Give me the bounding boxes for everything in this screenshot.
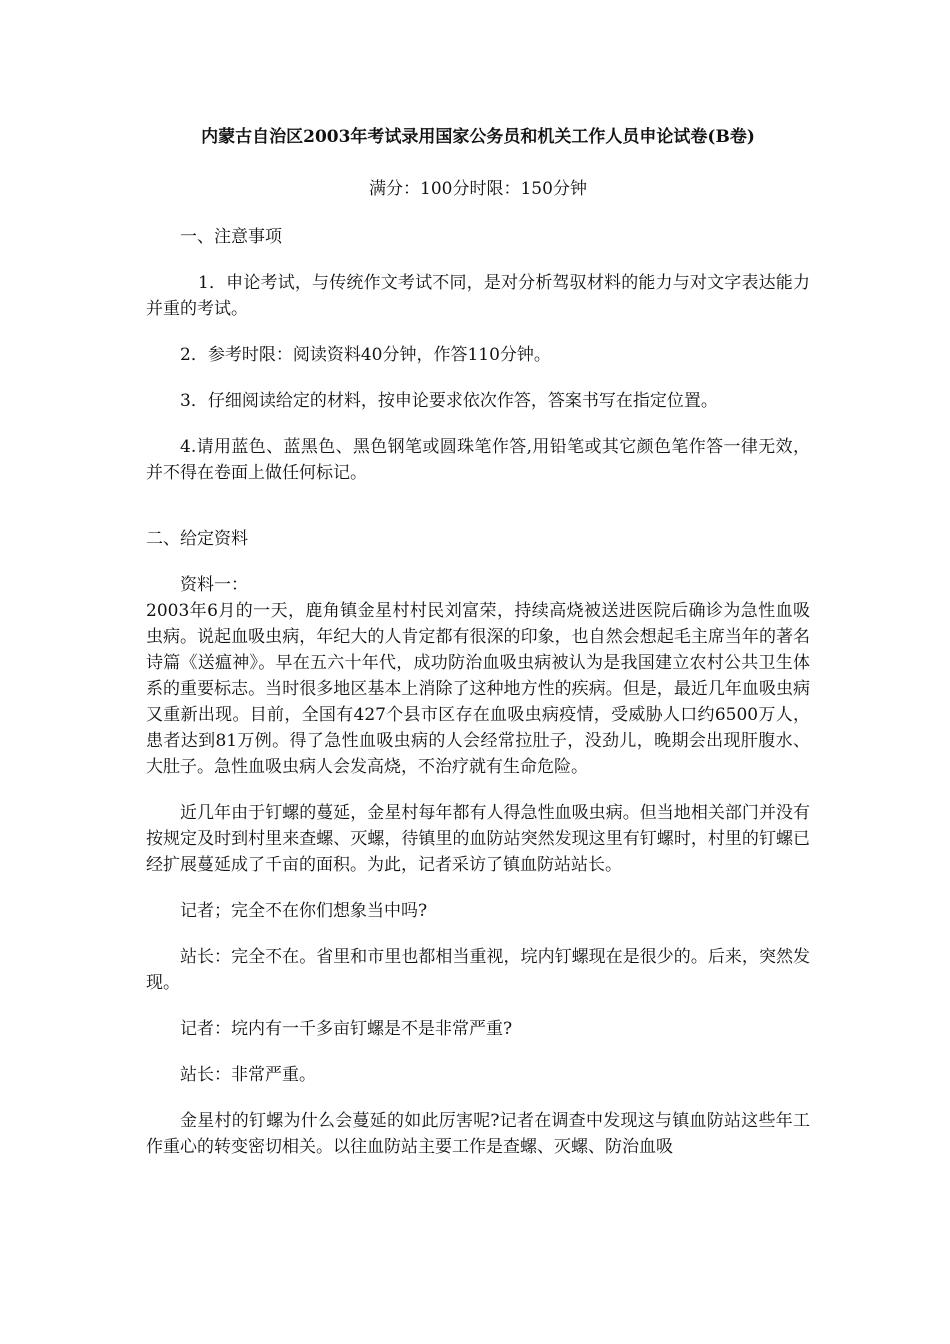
interview-line: 站长：完全不在。省里和市里也都相当重视，垸内钉螺现在是很少的。后来，突然发现。 (146, 947, 810, 993)
section-heading-notes: 一、注意事项 (180, 227, 282, 247)
note-item: 3．仔细阅读给定的材料，按申论要求依次作答，答案书写在指定位置。 (180, 391, 718, 411)
note-item: 2．参考时限：阅读资料40分钟，作答110分钟。 (180, 345, 551, 365)
score-time-info: 满分：100分时限：150分钟 (369, 179, 587, 199)
note-item: 4.请用蓝色、蓝黑色、黑色钢笔或圆珠笔作答,用铅笔或其它颜色笔作答一律无效，并不得在卷面上做任何标记。 (146, 437, 810, 483)
material-paragraph: 2003年6月的一天，鹿角镇金星村村民刘富荣，持续高烧被送进医院后确诊为急性血吸虫病。说起血吸虫病，年纪大的人肯定都有很深的印象，也自然会想起毛主席当年的著名诗篇《送瘟神》。早在五六十年代，成功防治血吸虫病被认为是我国建立农村公共卫生体系的重要标志。当时很多地区基本上消除了这种地方性的疾病。但是，最近几年血吸虫病又重新出现。目前，全国有427个县市区存在血吸虫病疫情，受威胁人口约6500万人，患者达到81万例。得了急性血吸虫病的人会经常拉肚子，没劲儿，晚期会出现肝腹水、大肚子。急性血吸虫病人会发高烧，不治疗就有生命危险。 (146, 601, 810, 777)
material-paragraph: 近几年由于钉螺的蔓延，金星村每年都有人得急性血吸虫病。但当地相关部门并没有按规定及时到村里来查螺、灭螺，待镇里的血防站突然发现这里有钉螺时，村里的钉螺已经扩展蔓延成了千亩的面积。为此，记者采访了镇血防站站长。 (146, 803, 810, 875)
document-title: 内蒙古自治区2003年考试录用国家公务员和机关工作人员申论试卷(B卷) (201, 127, 755, 147)
interview-line: 站长：非常严重。 (180, 1065, 316, 1085)
interview-line: 记者；完全不在你们想象当中吗? (180, 901, 428, 921)
section-heading-materials: 二、给定资料 (146, 529, 248, 549)
document-page (146, 124, 810, 1180)
note-item: 1．申论考试，与传统作文考试不同，是对分析驾驭材料的能力与对文字表达能力并重的考试。 (146, 273, 810, 319)
material-label: 资料一： (180, 575, 248, 595)
material-paragraph: 金星村的钉螺为什么会蔓延的如此厉害呢?记者在调查中发现这与镇血防站这些年工作重心的转变密切相关。以往血防站主要工作是查螺、灭螺、防治血吸 (146, 1111, 810, 1157)
interview-line: 记者：垸内有一千多亩钉螺是不是非常严重? (180, 1019, 513, 1039)
